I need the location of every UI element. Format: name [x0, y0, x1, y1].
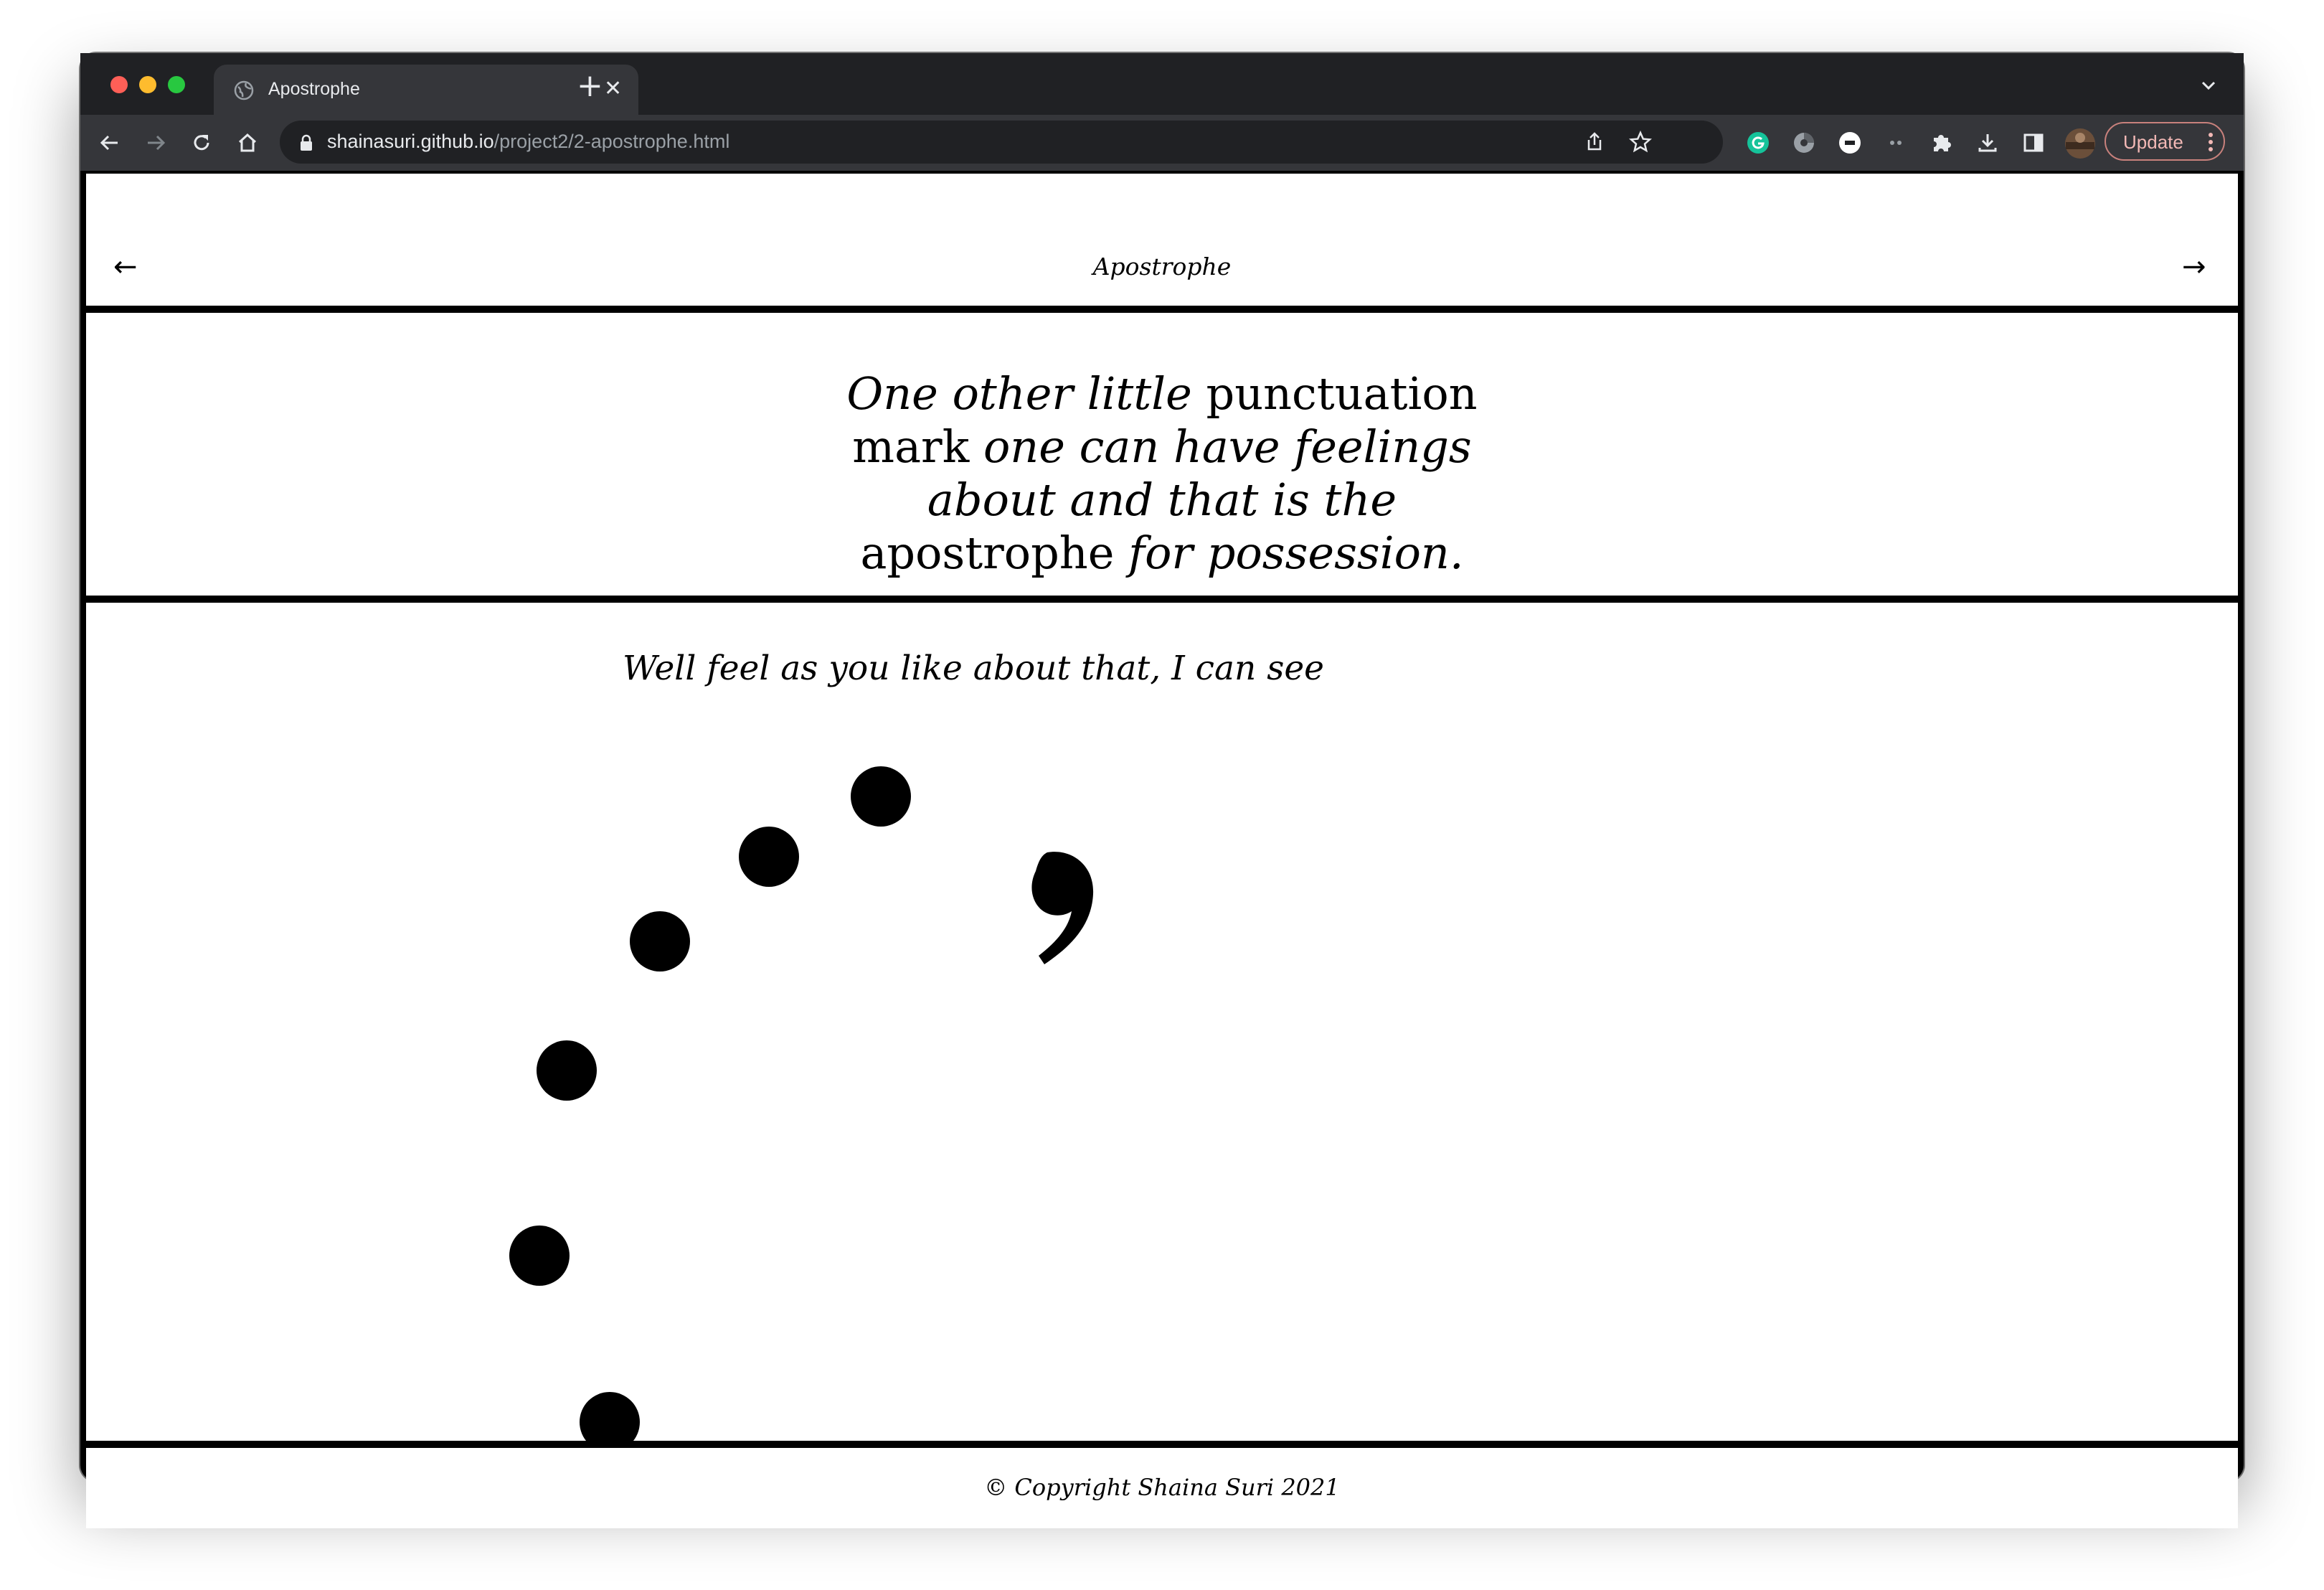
quote-upright-2: apostrophe [860, 527, 1129, 579]
minimize-window-button[interactable] [139, 76, 156, 93]
chevron-down-icon[interactable] [2198, 75, 2219, 96]
more-menu-icon[interactable] [2208, 132, 2214, 152]
back-arrow-icon[interactable] [98, 131, 122, 155]
lock-icon[interactable] [298, 133, 314, 152]
copyright-text: © Copyright Shaina Suri 2021 [984, 1474, 1340, 1501]
comma-icon [1019, 847, 1097, 969]
close-window-button[interactable] [110, 76, 128, 93]
tab-strip [80, 53, 2244, 115]
dot-1 [851, 766, 911, 827]
page-content [86, 174, 2238, 1501]
browser-tab[interactable] [214, 65, 638, 115]
puzzle-extensions-icon[interactable] [1929, 131, 1954, 155]
quote-divider [86, 596, 2238, 603]
new-tab-button[interactable]: + [577, 67, 603, 104]
header-divider [86, 306, 2238, 313]
reload-icon[interactable] [189, 131, 214, 155]
dot-3 [630, 911, 690, 972]
animation-section [86, 603, 2238, 1441]
avatar[interactable] [2064, 128, 2096, 159]
grammarly-icon[interactable] [1746, 131, 1770, 155]
main-quote [803, 367, 1521, 580]
dot-5 [509, 1226, 570, 1286]
quote-italic-2: one can have feelings about and that is the [927, 420, 1472, 526]
dots-extension-icon[interactable] [1884, 131, 1908, 155]
forward-arrow-icon[interactable] [143, 131, 168, 155]
quote-section [86, 313, 2238, 596]
site-header [86, 174, 2238, 306]
page-title: Apostrophe [1092, 253, 1232, 281]
site-footer [86, 1448, 2238, 1528]
globe-icon [234, 80, 254, 100]
address-bar[interactable] [280, 121, 1723, 164]
quote-italic-3: for possession. [1128, 527, 1464, 579]
bookmark-star-icon[interactable] [1628, 130, 1653, 154]
update-button-label: Update [2123, 131, 2183, 153]
url-path: /project2/2-apostrophe.html [493, 131, 730, 152]
maximize-window-button[interactable] [168, 76, 185, 93]
home-icon[interactable] [235, 131, 260, 155]
side-panel-icon[interactable] [2021, 131, 2046, 155]
tab-title: Apostrophe [268, 79, 360, 99]
quote-upright-1: punctuation mark [852, 367, 1478, 473]
share-icon[interactable] [1582, 130, 1607, 154]
subline-text: Well feel as you like about that, I can see [623, 649, 1324, 688]
quote-italic-1: One other little [846, 367, 1192, 420]
update-button[interactable] [2105, 122, 2225, 161]
url-host: shainasuri.github.io [327, 131, 494, 152]
footer-divider [86, 1441, 2238, 1448]
download-icon[interactable] [1975, 131, 2000, 155]
fs-extension-icon[interactable] [1838, 131, 1862, 155]
extension-circle-icon[interactable] [1792, 131, 1816, 155]
browser-window [80, 53, 2244, 1501]
next-arrow-icon[interactable]: → [2182, 250, 2206, 283]
tab-close-icon[interactable]: ✕ [604, 77, 623, 100]
url-text[interactable] [327, 131, 729, 153]
prev-arrow-icon[interactable]: ← [113, 250, 138, 283]
browser-toolbar [80, 115, 2244, 171]
dot-2 [739, 827, 799, 887]
dot-4 [537, 1040, 597, 1101]
